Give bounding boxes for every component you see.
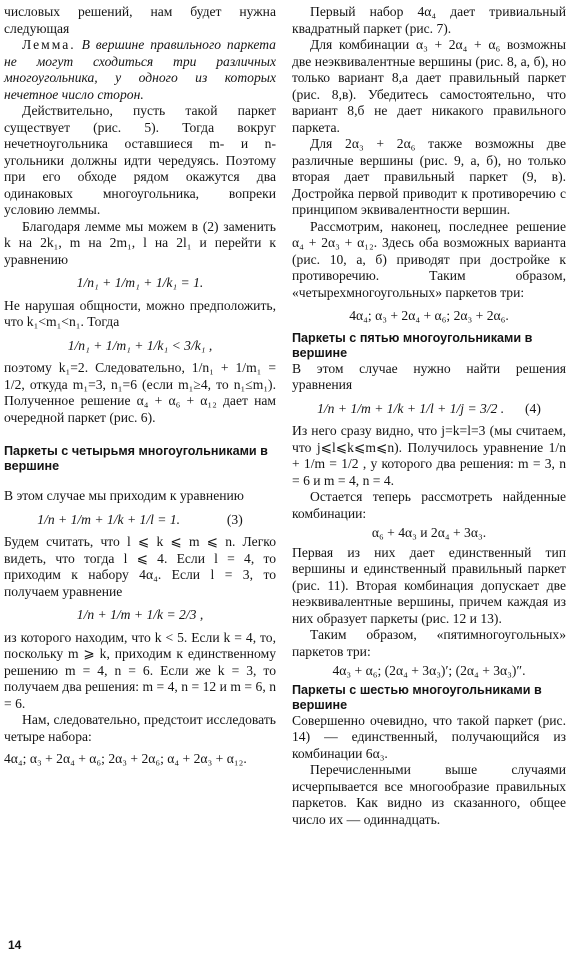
paragraph: Таким образом, «пятимногоугольных» паркетов три: bbox=[292, 627, 566, 659]
equation-number: (4) bbox=[525, 400, 541, 416]
section-heading: Паркеты с шестью многоугольниками в вершине bbox=[292, 682, 542, 712]
formula-body: 1/n + 1/m + 1/k + 1/l = 1. bbox=[37, 511, 181, 527]
paragraph: Действительно, пусть такой паркет существует (рис. 5). Тогда вокруг нечетноугольника оставшиеся m- и n-угольники должны идти чередуясь. Поэтому при его обходе рядом окажутся два одинаковых многоугольника, вопреки условию леммы. bbox=[4, 103, 276, 217]
paragraph: Не нарушая общности, можно предположить, что k₁<m₁<n₁. Тогда bbox=[4, 297, 276, 329]
formula-body: 1/n + 1/m + 1/k + 1/l + 1/j = 3/2 . bbox=[317, 400, 505, 416]
paragraph: Первый набор 4α₄ дает тривиальный квадратный паркет (рис. 7). bbox=[292, 4, 566, 36]
paragraph: В этом случае нужно найти решения уравнения bbox=[292, 360, 566, 392]
paragraph: Нам, следовательно, предстоит исследовать четыре набора: bbox=[4, 712, 276, 744]
paragraph: из которого находим, что k < 5. Если k = 4, то, поскольку m ⩾ k, приходим к единственному решению m = 4, n = 6. Если же k = 3, то получаем два решения: m = 4, n = 12 и m = 6, n = 6. bbox=[4, 629, 276, 711]
section-heading: Паркеты с четырьмя многоугольниками в вершине bbox=[4, 444, 268, 473]
formula: 1/n₁ + 1/m₁ + 1/k₁ = 1. bbox=[76, 275, 204, 290]
formula-3 bbox=[4, 512, 276, 529]
paragraph: Для комбинации α₃ + 2α₄ + α₆ возможны две неэквивалентные вершины (рис. 8, а, б), но только вариант 8,а дает правильный паркет (рис. 8,в). Убедитесь самостоятельно, что вариант 8,б не дает никакого правильного паркета. bbox=[292, 37, 566, 135]
lemma-paragraph bbox=[4, 37, 276, 103]
paragraph: Перечисленными выше случаями исчерпывается все многообразие правильных паркетов. Как видно из сказанного, общее число их — одиннадцать. bbox=[292, 762, 566, 827]
paragraph: В этом случае мы приходим к уравнению bbox=[4, 488, 244, 503]
paragraph: Будем считать, что l ⩽ k ⩽ m ⩽ n. Легко видеть, что тогда l ⩽ 4. Если l = 4, то приходим к набору 4α₄. Если l = 3, то получаем уравнение bbox=[4, 534, 276, 599]
paragraph: Остается теперь рассмотреть найденные комбинации: bbox=[292, 489, 566, 521]
paragraph: Совершенно очевидно, что такой паркет (рис. 14) — единственный, получающийся из комбинации 6α₃. bbox=[292, 712, 566, 761]
formula: 1/n₁ + 1/m₁ + 1/k₁ < 3/k₁ , bbox=[67, 337, 213, 353]
paragraph: Для 2α₃ + 2α₆ также возможны две различные вершины (рис. 9, а, б), но только вторая дает правильный паркет (9, в). Достройка первой приводит к противоречию с принципом эквивалентности вершин. bbox=[292, 136, 566, 217]
paragraph: Рассмотрим, наконец, последнее решение α₄ + 2α₃ + α₁₂. Здесь оба возможных варианта (рис. 10, а, б) приводят при достройке к противоречию. Таким образом, «четырехмногоугольных» паркетов три: bbox=[292, 218, 566, 300]
formula: 4α₄; α₃ + 2α₄ + α₆; 2α₃ + 2α₆. bbox=[349, 308, 509, 323]
paragraph: Из него сразу видно, что j=k=l=3 (мы считаем, что j⩽l⩽k⩽m⩽n). Получилось уравнение 1/n + 1/m = 1/2 , у которого два решения: m = 3, n = 6 и m = 4, n = 4. bbox=[292, 423, 566, 488]
formula: 1/n + 1/m + 1/k = 2/3 , bbox=[76, 607, 204, 622]
formula-list: 4α₄; α₃ + 2α₄ + α₆; 2α₃ + 2α₆; α₄ + 2α₃ + α₁₂. bbox=[4, 751, 247, 766]
lemma-statement: В вершине правильного паркета не могут сходиться три различных многоугольника, у одного из которых нечетное число сторон. bbox=[4, 37, 276, 102]
lemma-label: Лемма. bbox=[22, 37, 76, 52]
formula-4 bbox=[292, 401, 566, 418]
formula: α₆ + 4α₃ и 2α₄ + 3α₃. bbox=[371, 525, 487, 540]
formula: 4α₃ + α₆; (2α₄ + 3α₃)′; (2α₄ + 3α₃)″. bbox=[332, 663, 526, 678]
paragraph: числовых решений, нам будет нужна следующая bbox=[4, 4, 276, 36]
equation-number: (3) bbox=[226, 511, 243, 527]
paragraph: Благодаря лемме мы можем в (2) заменить k на 2k₁, m на 2m₁, l на 2l₁ и перейти к уравнению bbox=[4, 218, 276, 267]
right-column bbox=[292, 4, 566, 828]
paragraph: Первая из них дает единственный тип вершины и единственный правильный паркет (рис. 11). Вторая комбинация допускает две неэквивалентные вершины, причем каждая из них образует паркеты (рис. 12 и 13). bbox=[292, 544, 566, 626]
left-column bbox=[4, 4, 276, 768]
page-number: 14 bbox=[8, 938, 22, 952]
paragraph: поэтому k₁=2. Следовательно, 1/n₁ + 1/m₁ = 1/2, откуда m₁=3, n₁=6 (если m₁≥4, то n₁≤m₁). Полученное решение α₄ + α₆ + α₁₂ дает нам очередной паркет (рис. 6). bbox=[4, 360, 276, 425]
section-heading: Паркеты с пятью многоугольниками в вершине bbox=[292, 330, 533, 360]
